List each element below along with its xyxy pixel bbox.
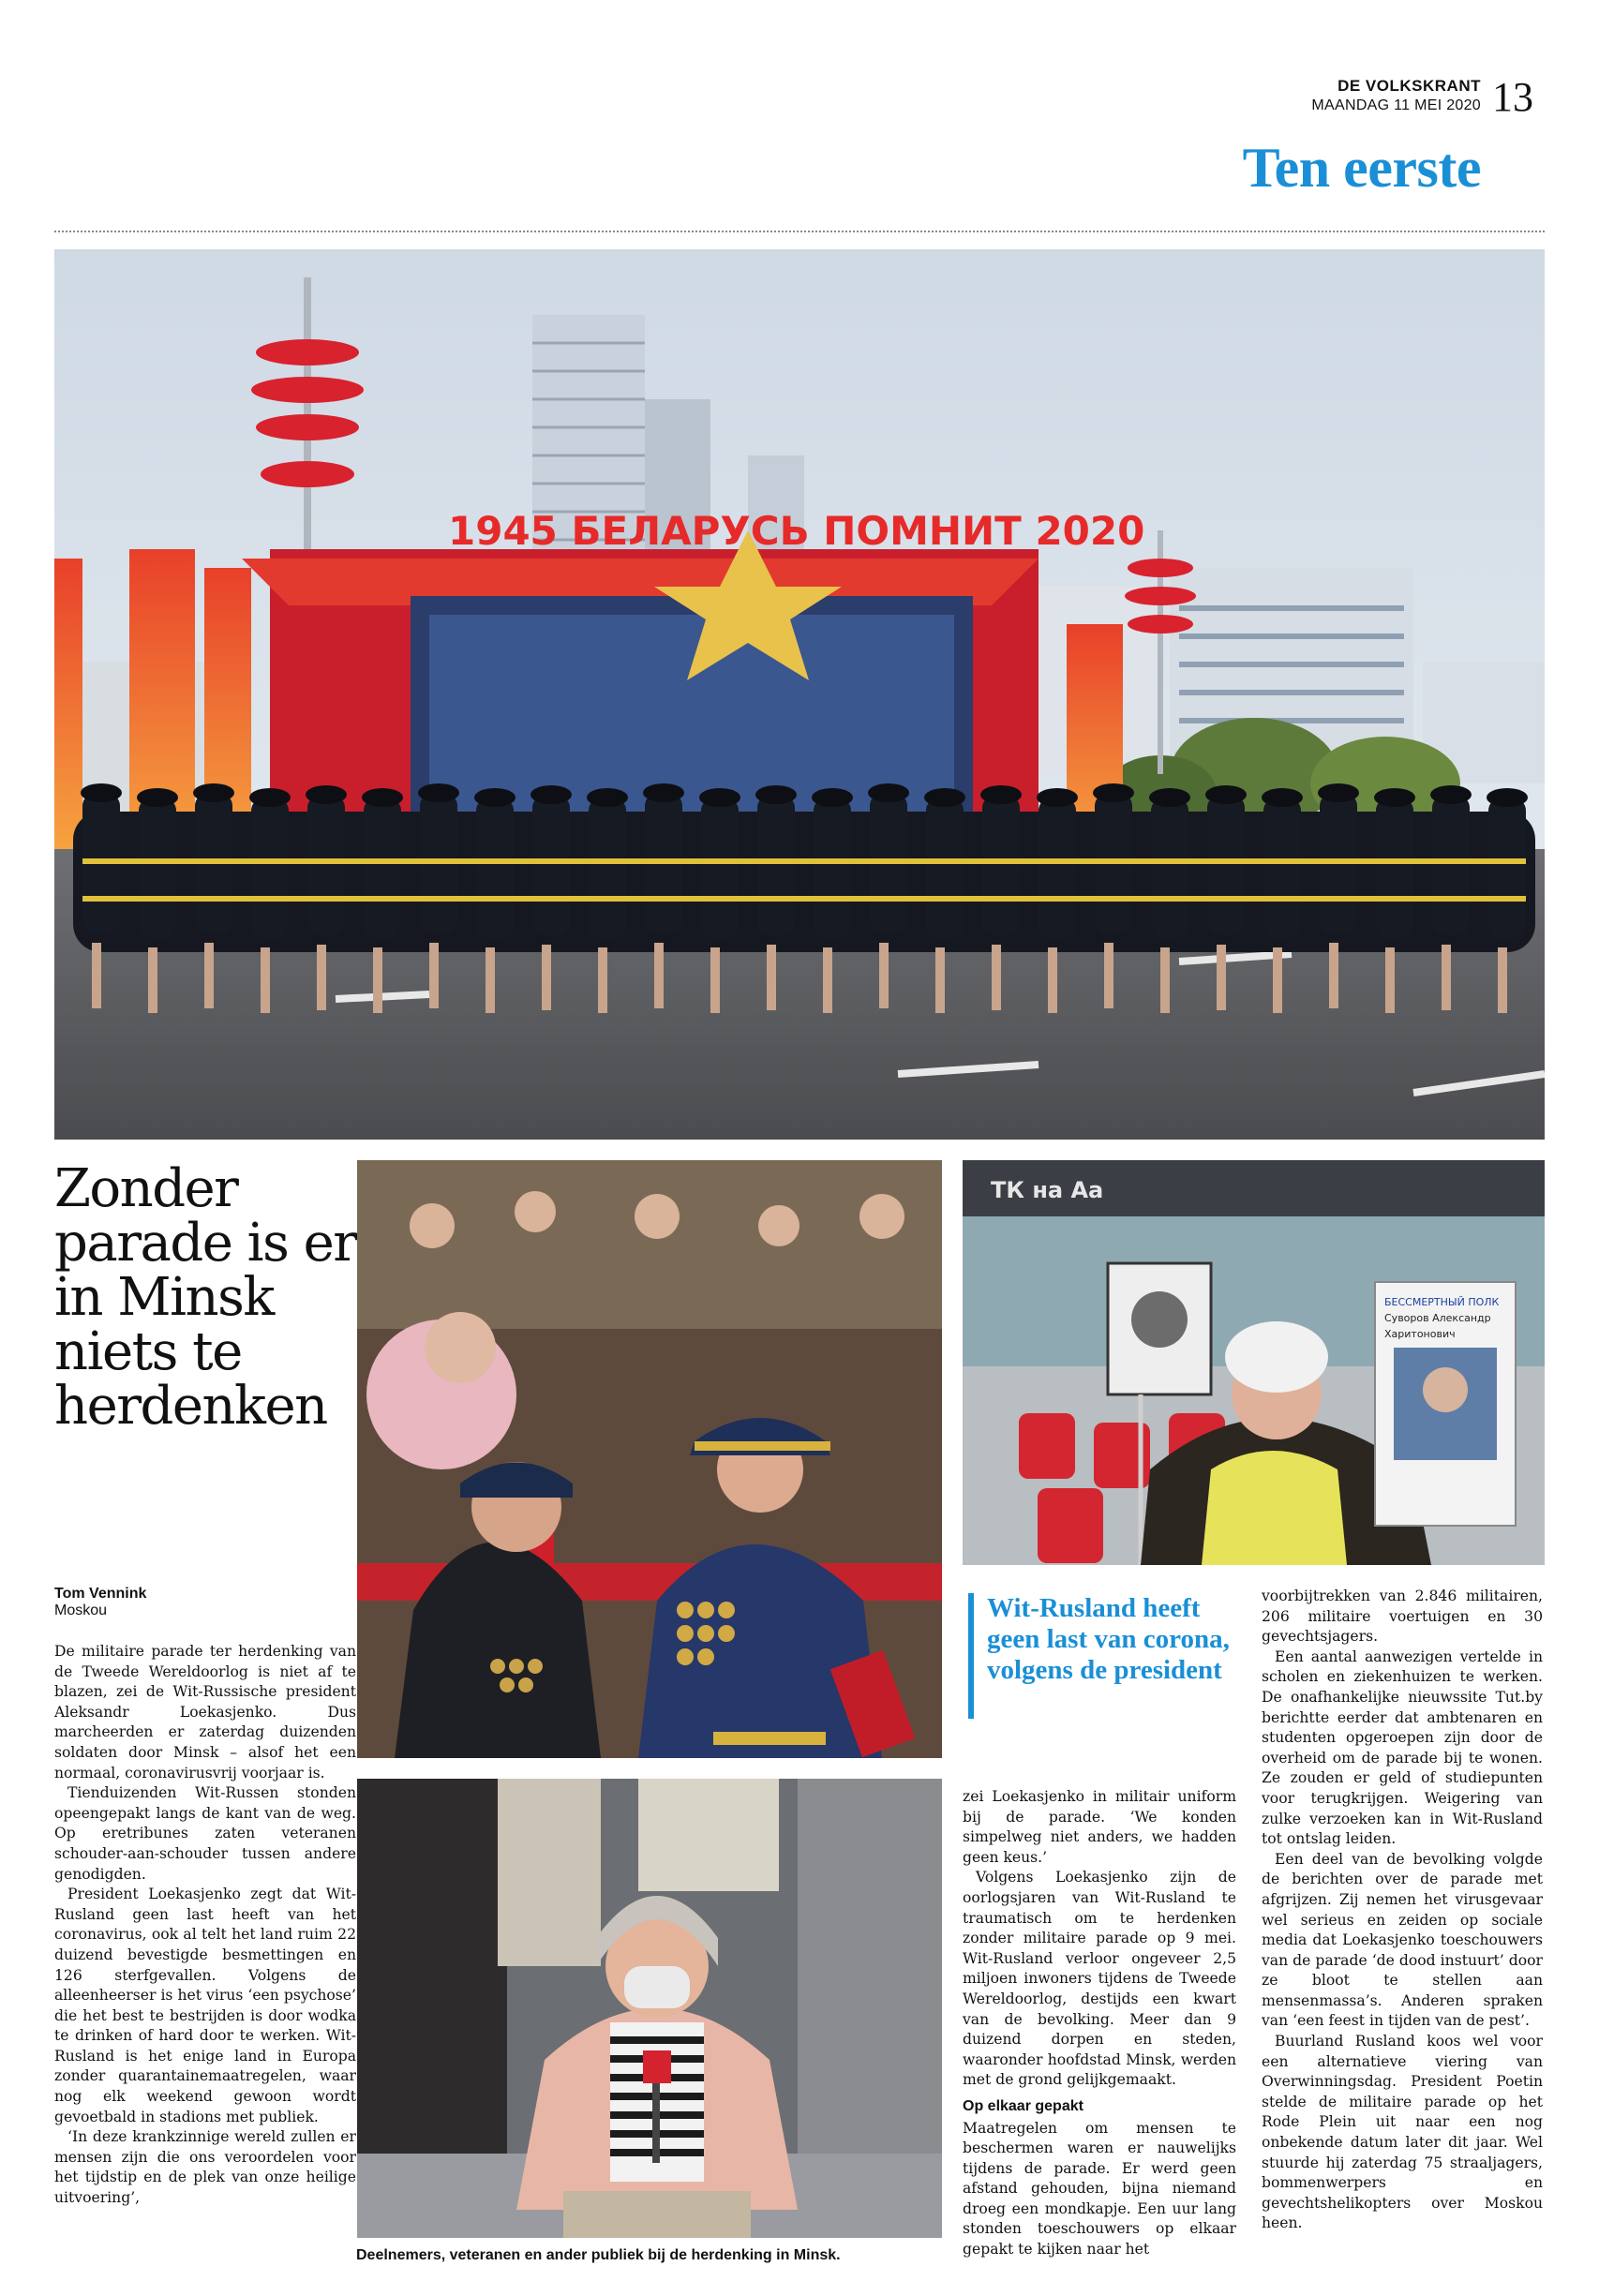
canopy-sign: ТК на Аа	[991, 1177, 1104, 1203]
photo-caption: Deelnemers, veteranen en ander publiek bij de herdenking in Minsk.	[356, 2247, 841, 2263]
headline-line: herdenken	[54, 1376, 327, 1437]
headline-line: in Minsk	[54, 1267, 274, 1328]
paragraph: zei Loekasjenko in militair uniform bij de parade. ‘We konden simpelweg niet anders, we hadden geen keus.’	[963, 1788, 1236, 1866]
headline	[54, 1158, 364, 1437]
paragraph: Volgens Loekasjenko zijn de oorlogsjaren van Wit-Rusland te traumatisch om te herdenken zonder militaire parade op 9 mei. Wit-Rusland verloor ongeveer 2,5 miljoen inwoners tijdens de Tweede Wereldoorlog, destijds een kwart van de bevolking. Meer dan 9 duizend dorpen en steden, waaronder hoofdstad Minsk, werden met de grond gelijkgemaakt.	[963, 1869, 1236, 2089]
paragraph: Buurland Rusland koos wel voor een alternatieve viering van Overwinningsdag. President Poetin stelde de militaire parade op het Rode Plein uit naar een nog onbekende datum later dit jaar. Wel stuurde hij zaterdag 75 straaljagers, bommenwerpers en gevechtshelikopters over Moskou heen.	[1262, 2033, 1543, 2232]
portrait-photo	[963, 1160, 1545, 1565]
paragraph: voorbijtrekken van 2.846 militairen, 206 militaire voertuigen en 30 gevechtsjagers.	[1262, 1588, 1543, 1646]
paragraph: De militaire parade ter herdenking van de Tweede Wereldoorlog is niet af te blazen, zei de Wit-Russische president Aleksandr Loekasjenko. Dus marcheerden er zaterdag duizenden soldaten door Minsk – alsof het een normaal, coronavirusvrij voorjaar is.	[54, 1643, 356, 1782]
issue-date: MAANDAG 11 MEI 2020	[1311, 97, 1481, 113]
paragraph: President Loekasjenko zegt dat Wit-Rusland geen last heeft van het coronavirus, ook al telt het land ruim 22 duizend bevestigde besmettingen en 126 sterfgevallen. Volgens de alleenheerser is het virus ‘een psychose’ die het best te bestrijden is door wodka te drinken of hard door te werken. Wit-Rusland is het enige land in Europa zonder quarantainemaatregelen, waar nog elk weekend gewoon wordt gevoetbald in stadions met publiek.	[54, 1886, 356, 2125]
article-column-3	[1262, 1587, 1543, 2234]
paragraph: Een aantal aanwezigen vertelde in scholen en ziekenhuizen te werken. De onafhankelijke nieuwssite Tut.by berichtte eerder dat ambtenaren en studenten opgeroepen zijn door de overheid om de parade bij te wonen. Ze zouden er geld of studiepunten voor terugkrijgen. Weigering van zulke verzoeken kan in Wit-Rusland tot ontslag leiden.	[1262, 1647, 1543, 1848]
paragraph: Maatregelen om mensen te beschermen waren er nauwelijks tijdens de parade. Er werd geen afstand gehouden, bijna niemand droeg een mondkapje. Een uur lang stonden toeschouwers op elkaar gepakt te kijken naar het	[963, 2119, 1236, 2259]
subheading: Op elkaar gepakt	[963, 2097, 1083, 2114]
dateline-location: Moskou	[54, 1603, 108, 1618]
header-divider	[54, 231, 1545, 232]
headline-line: Zonder	[54, 1158, 238, 1219]
section-title: Ten eerste	[1242, 137, 1481, 199]
veterans-photo	[357, 1160, 942, 1758]
page-number: 13	[1492, 74, 1533, 120]
pull-quote-text: Wit-Rusland heeft geen last van corona, volgens de president	[987, 1593, 1230, 1685]
paragraph: Tienduizenden Wit-Russen stonden opeengepakt langs de kant van de weg. Op eretribunes zaten veteranen schouder-aan-schouder tussen andere genodigden.	[54, 1784, 356, 1883]
headline-line: parade is er	[54, 1213, 357, 1274]
paragraph: ‘In deze krankzinnige wereld zullen er mensen zijn die ons veroordelen voor het tijdstip en de plek van onze heilige uitvoering’,	[54, 2128, 356, 2207]
pull-quote	[968, 1593, 1259, 1719]
article-column-1	[54, 1642, 356, 2209]
headline-line: niets te	[54, 1321, 242, 1382]
portrait-sign-line1: БЕССМЕРТНЫЙ ПОЛК	[1384, 1296, 1500, 1308]
article-column-2	[963, 1787, 1236, 2260]
author-name: Tom Vennink	[54, 1586, 147, 1602]
parade-photo	[54, 249, 1545, 1140]
newspaper-name: DE VOLKSKRANT	[1337, 77, 1481, 95]
stage-banner-text: 1945 БЕЛАРУСЬ ПОМНИТ 2020	[448, 508, 1145, 554]
portrait-sign-line3: Харитонович	[1384, 1328, 1456, 1340]
girl-photo	[357, 1779, 942, 2238]
masthead	[1134, 77, 1481, 114]
portrait-sign-line2: Суворов Александр	[1384, 1312, 1491, 1324]
paragraph: Een deel van de bevolking volgde de berichten over de parade met afgrijzen. Zij nemen het virusgevaar wel serieus en zeiden op sociale media dat Loekasjenko toeschouwers van de parade ‘de dood instuurt’ door ze bloot te stellen aan mensenmassa’s. Anderen spraken van ‘een feest in tijden van de pest’.	[1262, 1850, 1543, 2030]
byline	[54, 1586, 146, 1619]
